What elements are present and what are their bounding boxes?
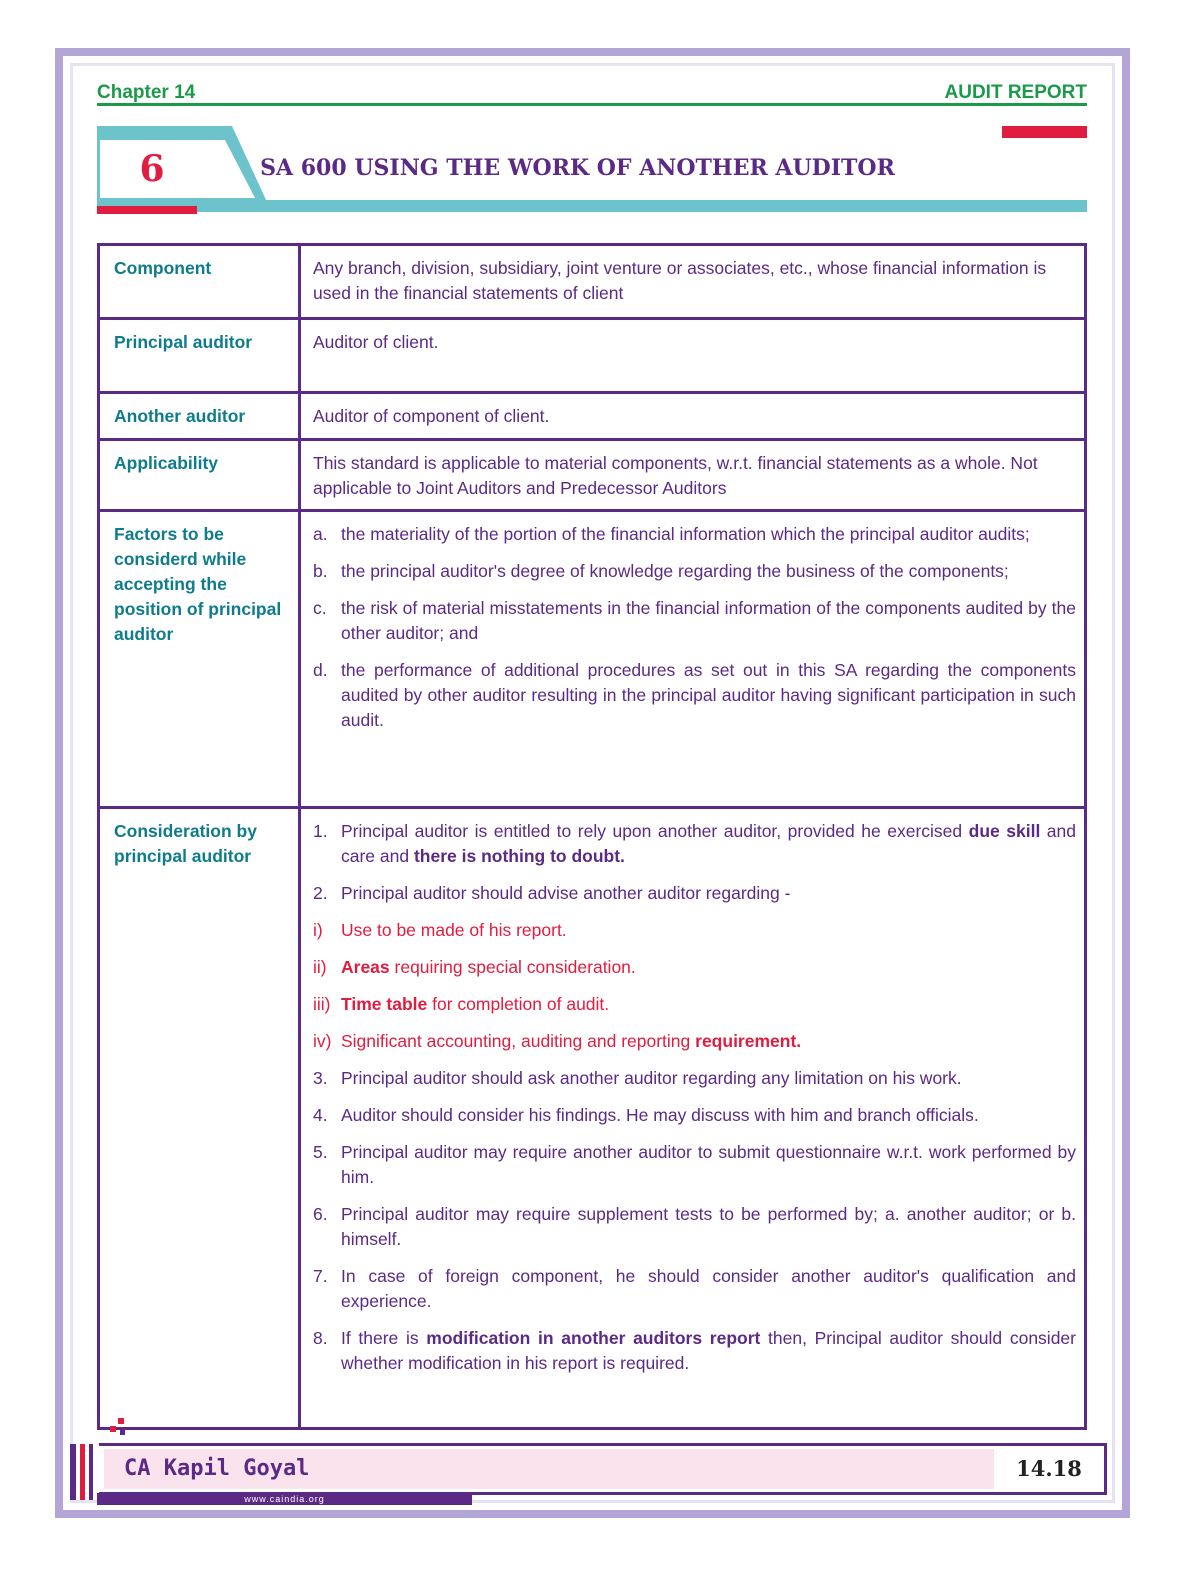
author-name: CA Kapil Goyal [124,1456,310,1481]
section-number: 6 [139,148,165,190]
row-value-another: Auditor of component of client. [300,393,1086,440]
decor-square [110,1426,116,1432]
row-label-component: Component [99,245,300,319]
row-value-component: Any branch, division, subsidiary, joint venture or associates, etc., whose financial information is used in the financial statements of client [300,245,1086,319]
section-label: AUDIT REPORT [944,82,1087,103]
table-row [99,245,1086,319]
row-value-applicability: This standard is applicable to material components, w.r.t. financial statements as a whole. Not applicable to Joint Auditors and Predecessor Auditors [300,440,1086,511]
decor-bar [80,1444,85,1500]
row-label-another: Another auditor [99,393,300,440]
list-item-sub: ii) Areas requiring special consideration. [313,957,636,977]
list-item: 1. Principal auditor is entitled to rely upon another auditor, provided he exercised due skill and care and there is nothing to doubt. [313,821,1077,866]
list-item: c. the risk of material misstatements in the financial information of the components audited by the other auditor; and [313,598,1076,643]
chapter-label: Chapter 14 [97,82,196,103]
website-link[interactable]: www.caindia.org [97,1493,472,1505]
row-label-applicability: Applicability [99,440,300,511]
table-row [99,511,1086,808]
header-rule [97,103,1087,106]
section-title: SA 600 USING THE WORK OF ANOTHER AUDITOR [260,155,895,181]
list-item: 7. In case of foreign component, he should consider another auditor's qualification and experience. [313,1266,1076,1311]
list-item: 6. Principal auditor may require supplement tests to be performed by; a. another auditor; or b. himself. [313,1204,1076,1249]
list-item: 5. Principal auditor may require another auditor to submit questionnaire w.r.t. work performed by him. [313,1142,1076,1187]
list-item-sub: i) Use to be made of his report. [313,920,567,940]
list-item-sub: iii) Time table for completion of audit. [313,994,610,1014]
table-row [99,319,1086,393]
list-item: d. the performance of additional procedures as set out in this SA regarding the components audited by other auditor resulting in the principal auditor having significant participation in such audit. [313,660,1076,730]
row-label-principal: Principal auditor [99,319,300,393]
decor-bar [70,1444,76,1500]
table-row [99,440,1086,511]
table-row [99,393,1086,440]
decor-square [120,1430,125,1435]
row-value-consideration [300,808,1086,1429]
row-label-factors: Factors to be considerd while accepting the position of principal auditor [99,511,300,808]
list-item: b. the principal auditor's degree of knowledge regarding the business of the components; [313,561,1009,581]
decor-square [118,1418,124,1424]
page-number: 14.18 [1016,1456,1082,1481]
list-item: a. the materiality of the portion of the financial information which the principal auditor audits; [313,524,1030,544]
list-item: 8. If there is modification in another auditors report then, Principal auditor should consider whether modification in his report is required. [313,1328,1076,1373]
decor-bar [89,1444,93,1500]
content-table [97,243,1087,1430]
row-value-principal: Auditor of client. [300,319,1086,393]
list-item-sub: iv) Significant accounting, auditing and reporting requirement. [313,1031,802,1051]
banner-red-accent-left [97,206,197,214]
table-row [99,808,1086,1429]
list-item: 3. Principal auditor should ask another auditor regarding any limitation on his work. [313,1068,962,1088]
list-item: 2. Principal auditor should advise another auditor regarding - [313,883,791,903]
list-item: 4. Auditor should consider his findings. He may discuss with him and branch officials. [313,1105,979,1125]
banner-red-accent-right [1002,126,1087,138]
row-label-consideration: Consideration by principal auditor [99,808,300,1429]
row-value-factors [300,511,1086,808]
